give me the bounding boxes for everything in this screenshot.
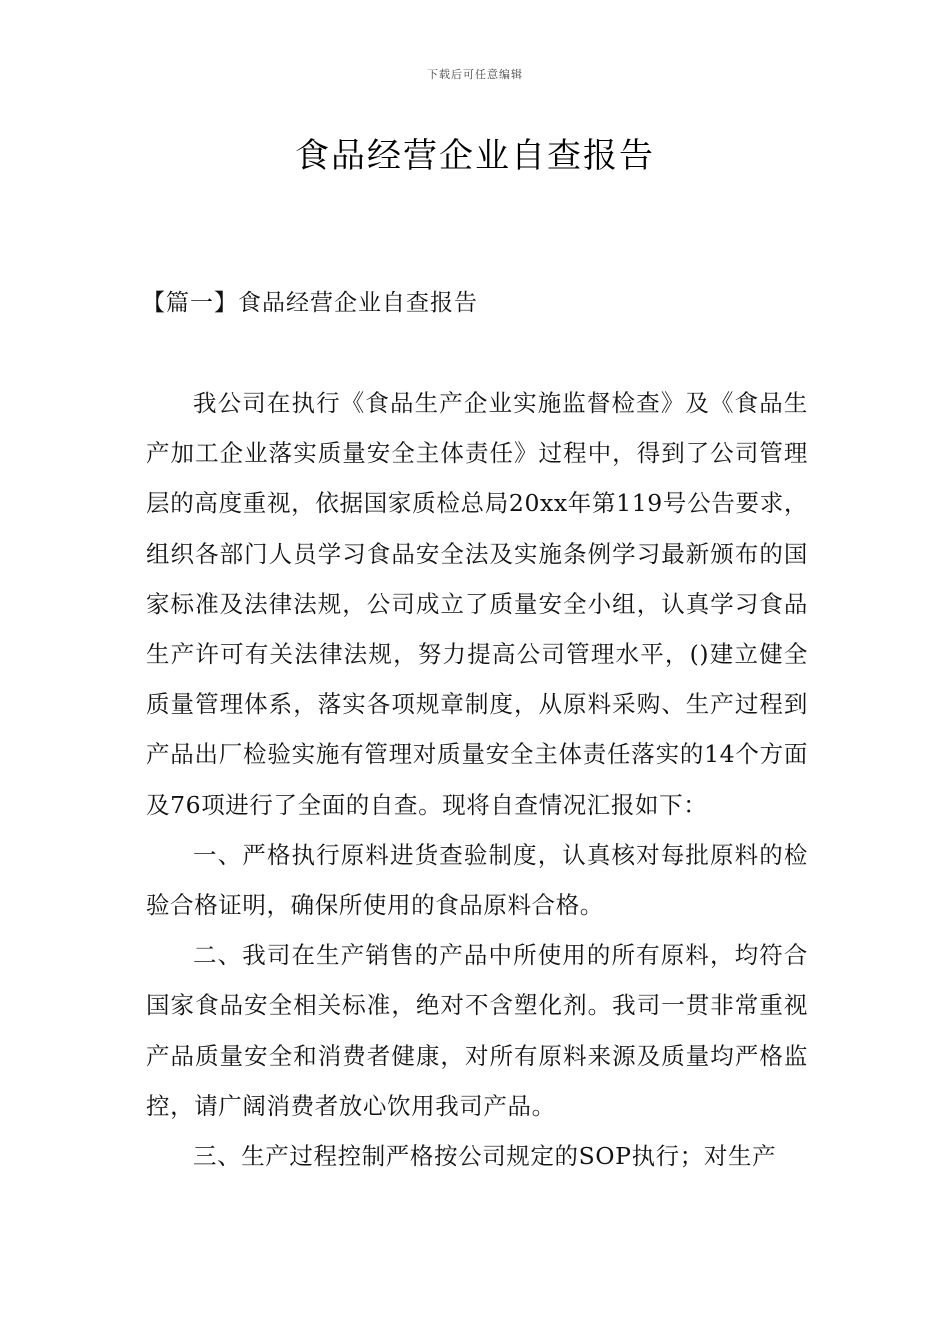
section-heading: 【篇一】食品经营企业自查报告: [142, 290, 478, 316]
header-note: 下载后可任意编辑: [427, 68, 523, 81]
document-body: [146, 378, 808, 1181]
paragraph-item-2: 二、我司在生产销售的产品中所使用的所有原料，均符合国家食品安全相关标准，绝对不含塑化剂。我司一贯非常重视产品质量安全和消费者健康，对所有原料来源及质量均严格监控，请广阔消费者放心饮用我司产品。: [146, 941, 808, 1120]
paragraph-intro: 我公司在执行《食品生产企业实施监督检查》及《食品生产加工企业落实质量安全主体责任》过程中，得到了公司管理层的高度重视，依据国家质检总局20xx年第119号公告要求，组织各部门人员学习食品安全法及实施条例学习最新颁布的国家标准及法律法规，公司成立了质量安全小组，认真学习食品生产许可有关法律法规，努力提高公司管理水平，()建立健全质量管理体系，落实各项规章制度，从原料采购、生产过程到产品出厂检验实施有管理对质量安全主体责任落实的14个方面及76项进行了全面的自查。现将自查情况汇报如下：: [146, 389, 808, 819]
paragraph-item-3: 三、生产过程控制严格按公司规定的SOP执行；对生产: [193, 1142, 777, 1171]
paragraph-item-1: 一、严格执行原料进货查验制度，认真核对每批原料的检验合格证明，确保所使用的食品原料合格。: [146, 840, 808, 920]
document-title: 食品经营企业自查报告: [295, 136, 655, 176]
